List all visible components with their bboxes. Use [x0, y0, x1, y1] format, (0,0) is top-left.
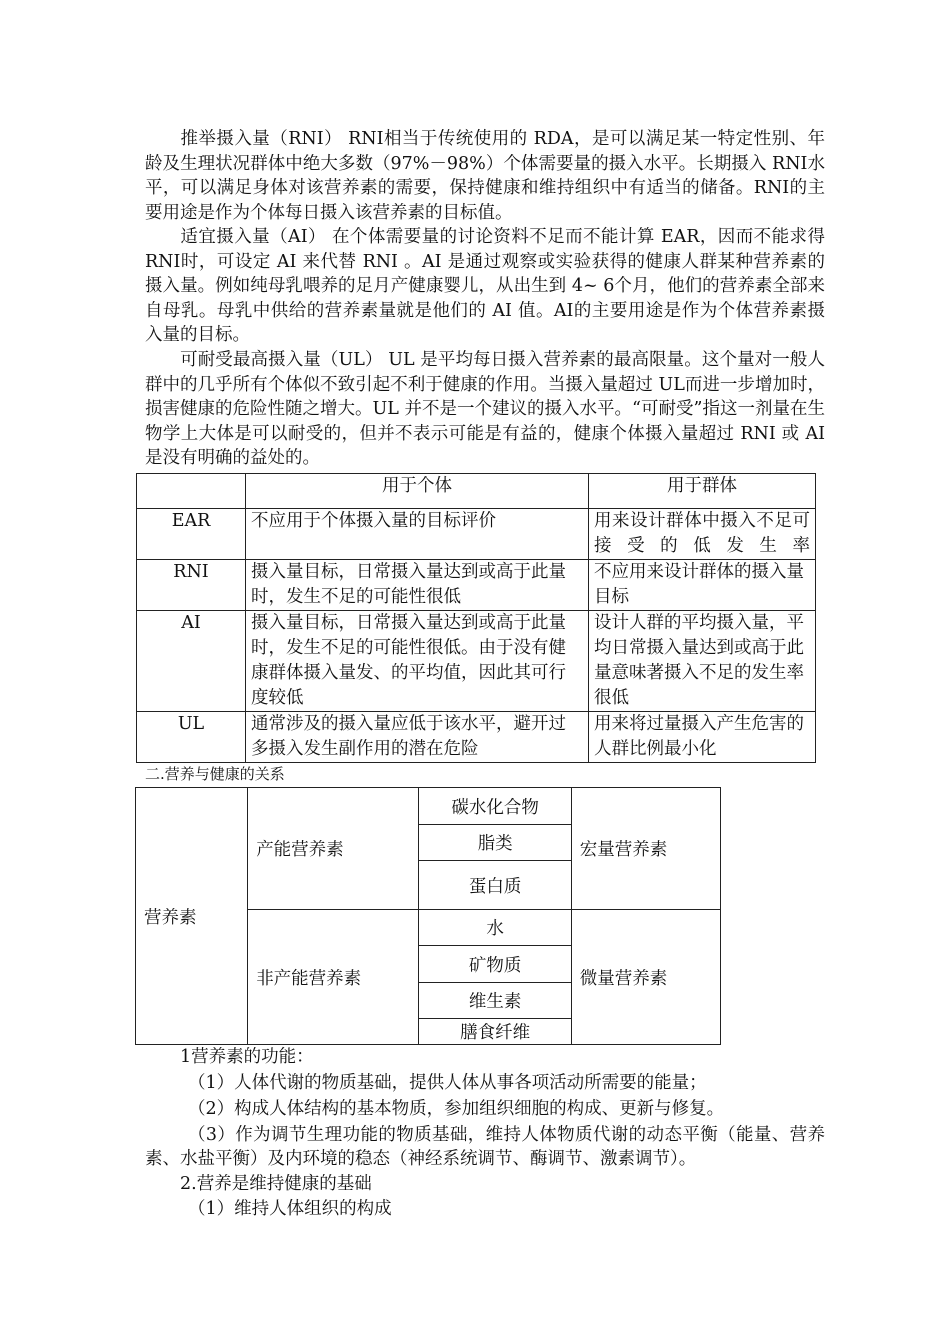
- paragraph-ul: 可耐受最高摄入量（UL） UL 是平均每日摄入营养素的最高限量。这个量对一般人群中的几乎所有个体似不致引起不利于健康的作用。当摄入量超过 UL而进一步增加时，损害健康的危险性随之增大。UL 并不是一个建议的摄入水平。“可耐受”指这一剂量在生物学上大体是可以耐受的，但并不表示可能是有益的，健康个体摄入量超过 RNI 或 AI是没有明确的益处的。: [145, 350, 825, 468]
- nutrient-classification-table: [135, 787, 721, 1045]
- row-label: UL: [137, 712, 246, 763]
- row-individual: 摄入量目标，日常摄入量达到或高于此量时，发生不足的可能性很低。由于没有健康群体摄入量发、的平均值，因此其可行度较低: [246, 611, 589, 712]
- row-individual: 摄入量目标，日常摄入量达到或高于此量时，发生不足的可能性很低: [246, 560, 589, 611]
- energy-group-cell: 产能营养素: [248, 788, 419, 910]
- row-individual: 不应用于个体摄入量的目标评价: [246, 509, 589, 560]
- row-group: 不应用来设计群体的摄入量目标: [589, 560, 816, 611]
- row-label: RNI: [137, 560, 246, 611]
- row-label: AI: [137, 611, 246, 712]
- nutrient-item: 脂类: [419, 825, 571, 861]
- table-row: [137, 712, 816, 763]
- header-cell-empty: [137, 474, 246, 509]
- function-item-2: （2）构成人体结构的基本物质，参加组织细胞的构成、更新与修复。: [188, 1099, 725, 1119]
- row-group: 设计人群的平均摄入量，平均日常摄入量达到或高于此量意味著摄入不足的发生率很低: [589, 611, 816, 712]
- nutrient-item: 蛋白质: [419, 861, 571, 910]
- table-row: [137, 560, 816, 611]
- macro-category-cell: 宏量营养素: [571, 788, 720, 910]
- row-group: 用来将过量摄入产生危害的人群比例最小化: [589, 712, 816, 763]
- root-cell: 营养素: [136, 788, 248, 1045]
- row-individual: 通常涉及的摄入量应低于该水平，避开过多摄入发生副作用的潜在危险: [246, 712, 589, 763]
- function-item-3: （3）作为调节生理功能的物质基础，维持人体物质代谢的动态平衡（能量、营养素、水盐平衡）及内环境的稳态（神经系统调节、酶调节、激素调节）。: [145, 1125, 825, 1169]
- health-item-1: （1）维持人体组织的构成: [188, 1199, 392, 1219]
- micro-category-cell: 微量营养素: [571, 910, 720, 1045]
- paragraph-rni: 推举摄入量（RNI） RNI相当于传统使用的 RDA，是可以满足某一特定性别、年龄及生理状况群体中绝大多数（97%－98%）个体需要量的摄入水平。长期摄入 RNI水平，可以满足身体对该营养素的需要，保持健康和维持组织中有适当的储备。RNI的主要用途是作为个体每日摄入该营养素的目标值。: [145, 129, 825, 223]
- non-energy-group-cell: 非产能营养素: [248, 910, 419, 1045]
- function-item-1: （1）人体代谢的物质基础，提供人体从事各项活动所需要的能量；: [188, 1073, 707, 1093]
- table-row: [137, 611, 816, 712]
- table-header-row: [137, 474, 816, 509]
- table-row: [136, 788, 721, 825]
- row-label: EAR: [137, 509, 246, 560]
- nutrient-item: 维生素: [419, 983, 571, 1019]
- header-cell-individual: 用于个体: [246, 474, 589, 509]
- row-group: 用来设计群体中摄入不足可接受的低发生率: [589, 509, 816, 560]
- header-cell-group: 用于群体: [589, 474, 816, 509]
- table-row: [137, 509, 816, 560]
- nutrient-item: 碳水化合物: [419, 788, 571, 825]
- functions-heading: 1营养素的功能：: [180, 1047, 314, 1067]
- nutrient-item: 水: [419, 910, 571, 946]
- nutrient-item: 矿物质: [419, 946, 571, 983]
- paragraph-ai: 适宜摄入量（AI） 在个体需要量的讨论资料不足而不能计算 EAR，因而不能求得 RNI时，可设定 AI 来代替 RNI 。AI 是通过观察或实验获得的健康人群某种营养素的摄入量。例如纯母乳喂养的足月产健康婴儿，从出生到 4~ 6个月，他们的营养素全部来自母乳。母乳中供给的营养素量就是他们的 AI 值。AI的主要用途是作为个体营养素摄入量的目标。: [145, 227, 825, 345]
- intake-usage-table: [136, 473, 816, 763]
- section-title: 二.营养与健康的关系: [145, 765, 285, 783]
- health-heading: 2.营养是维持健康的基础: [180, 1174, 372, 1194]
- nutrient-item: 膳食纤维: [419, 1019, 571, 1045]
